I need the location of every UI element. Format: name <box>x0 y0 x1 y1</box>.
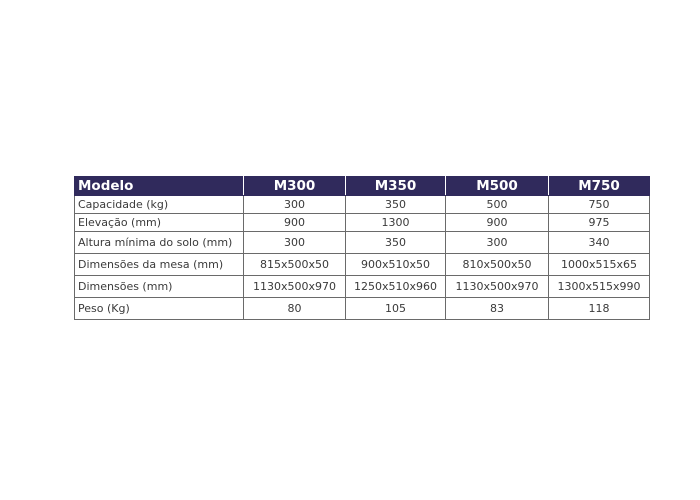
table-cell: 1000x515x65 <box>549 254 650 276</box>
table-cell: 1250x510x960 <box>346 276 446 298</box>
table-cell: 1300 <box>346 214 446 232</box>
table-cell: 80 <box>244 298 346 320</box>
table-row <box>75 276 650 298</box>
table-cell: 750 <box>549 196 650 214</box>
specifications-table <box>74 176 650 320</box>
table-cell: 105 <box>346 298 446 320</box>
table-row <box>75 214 650 232</box>
table-cell: 815x500x50 <box>244 254 346 276</box>
table-row <box>75 254 650 276</box>
header-cell-m500: M500 <box>446 177 549 196</box>
table-cell: 900 <box>244 214 346 232</box>
table-cell: 300 <box>244 232 346 254</box>
table-cell: 900 <box>446 214 549 232</box>
table-cell: 118 <box>549 298 650 320</box>
table-row <box>75 298 650 320</box>
table-cell: 340 <box>549 232 650 254</box>
table-cell: 500 <box>446 196 549 214</box>
header-cell-m300: M300 <box>244 177 346 196</box>
table-cell: 83 <box>446 298 549 320</box>
table-row <box>75 232 650 254</box>
row-label-min-height: Altura mínima do solo (mm) <box>75 232 244 254</box>
table-cell: 350 <box>346 196 446 214</box>
row-label-weight: Peso (Kg) <box>75 298 244 320</box>
table-row <box>75 196 650 214</box>
table-cell: 350 <box>346 232 446 254</box>
header-cell-m350: M350 <box>346 177 446 196</box>
row-label-table-dimensions: Dimensões da mesa (mm) <box>75 254 244 276</box>
table-cell: 900x510x50 <box>346 254 446 276</box>
table-cell: 300 <box>244 196 346 214</box>
table-cell: 975 <box>549 214 650 232</box>
table-cell: 300 <box>446 232 549 254</box>
table-cell: 1130x500x970 <box>446 276 549 298</box>
row-label-dimensions: Dimensões (mm) <box>75 276 244 298</box>
header-row <box>75 177 650 196</box>
row-label-elevation: Elevação (mm) <box>75 214 244 232</box>
header-cell-m750: M750 <box>549 177 650 196</box>
table-cell: 810x500x50 <box>446 254 549 276</box>
table-body <box>75 196 650 320</box>
row-label-capacity: Capacidade (kg) <box>75 196 244 214</box>
header-cell-model: Modelo <box>75 177 244 196</box>
table-header <box>75 177 650 196</box>
table-cell: 1300x515x990 <box>549 276 650 298</box>
table-cell: 1130x500x970 <box>244 276 346 298</box>
